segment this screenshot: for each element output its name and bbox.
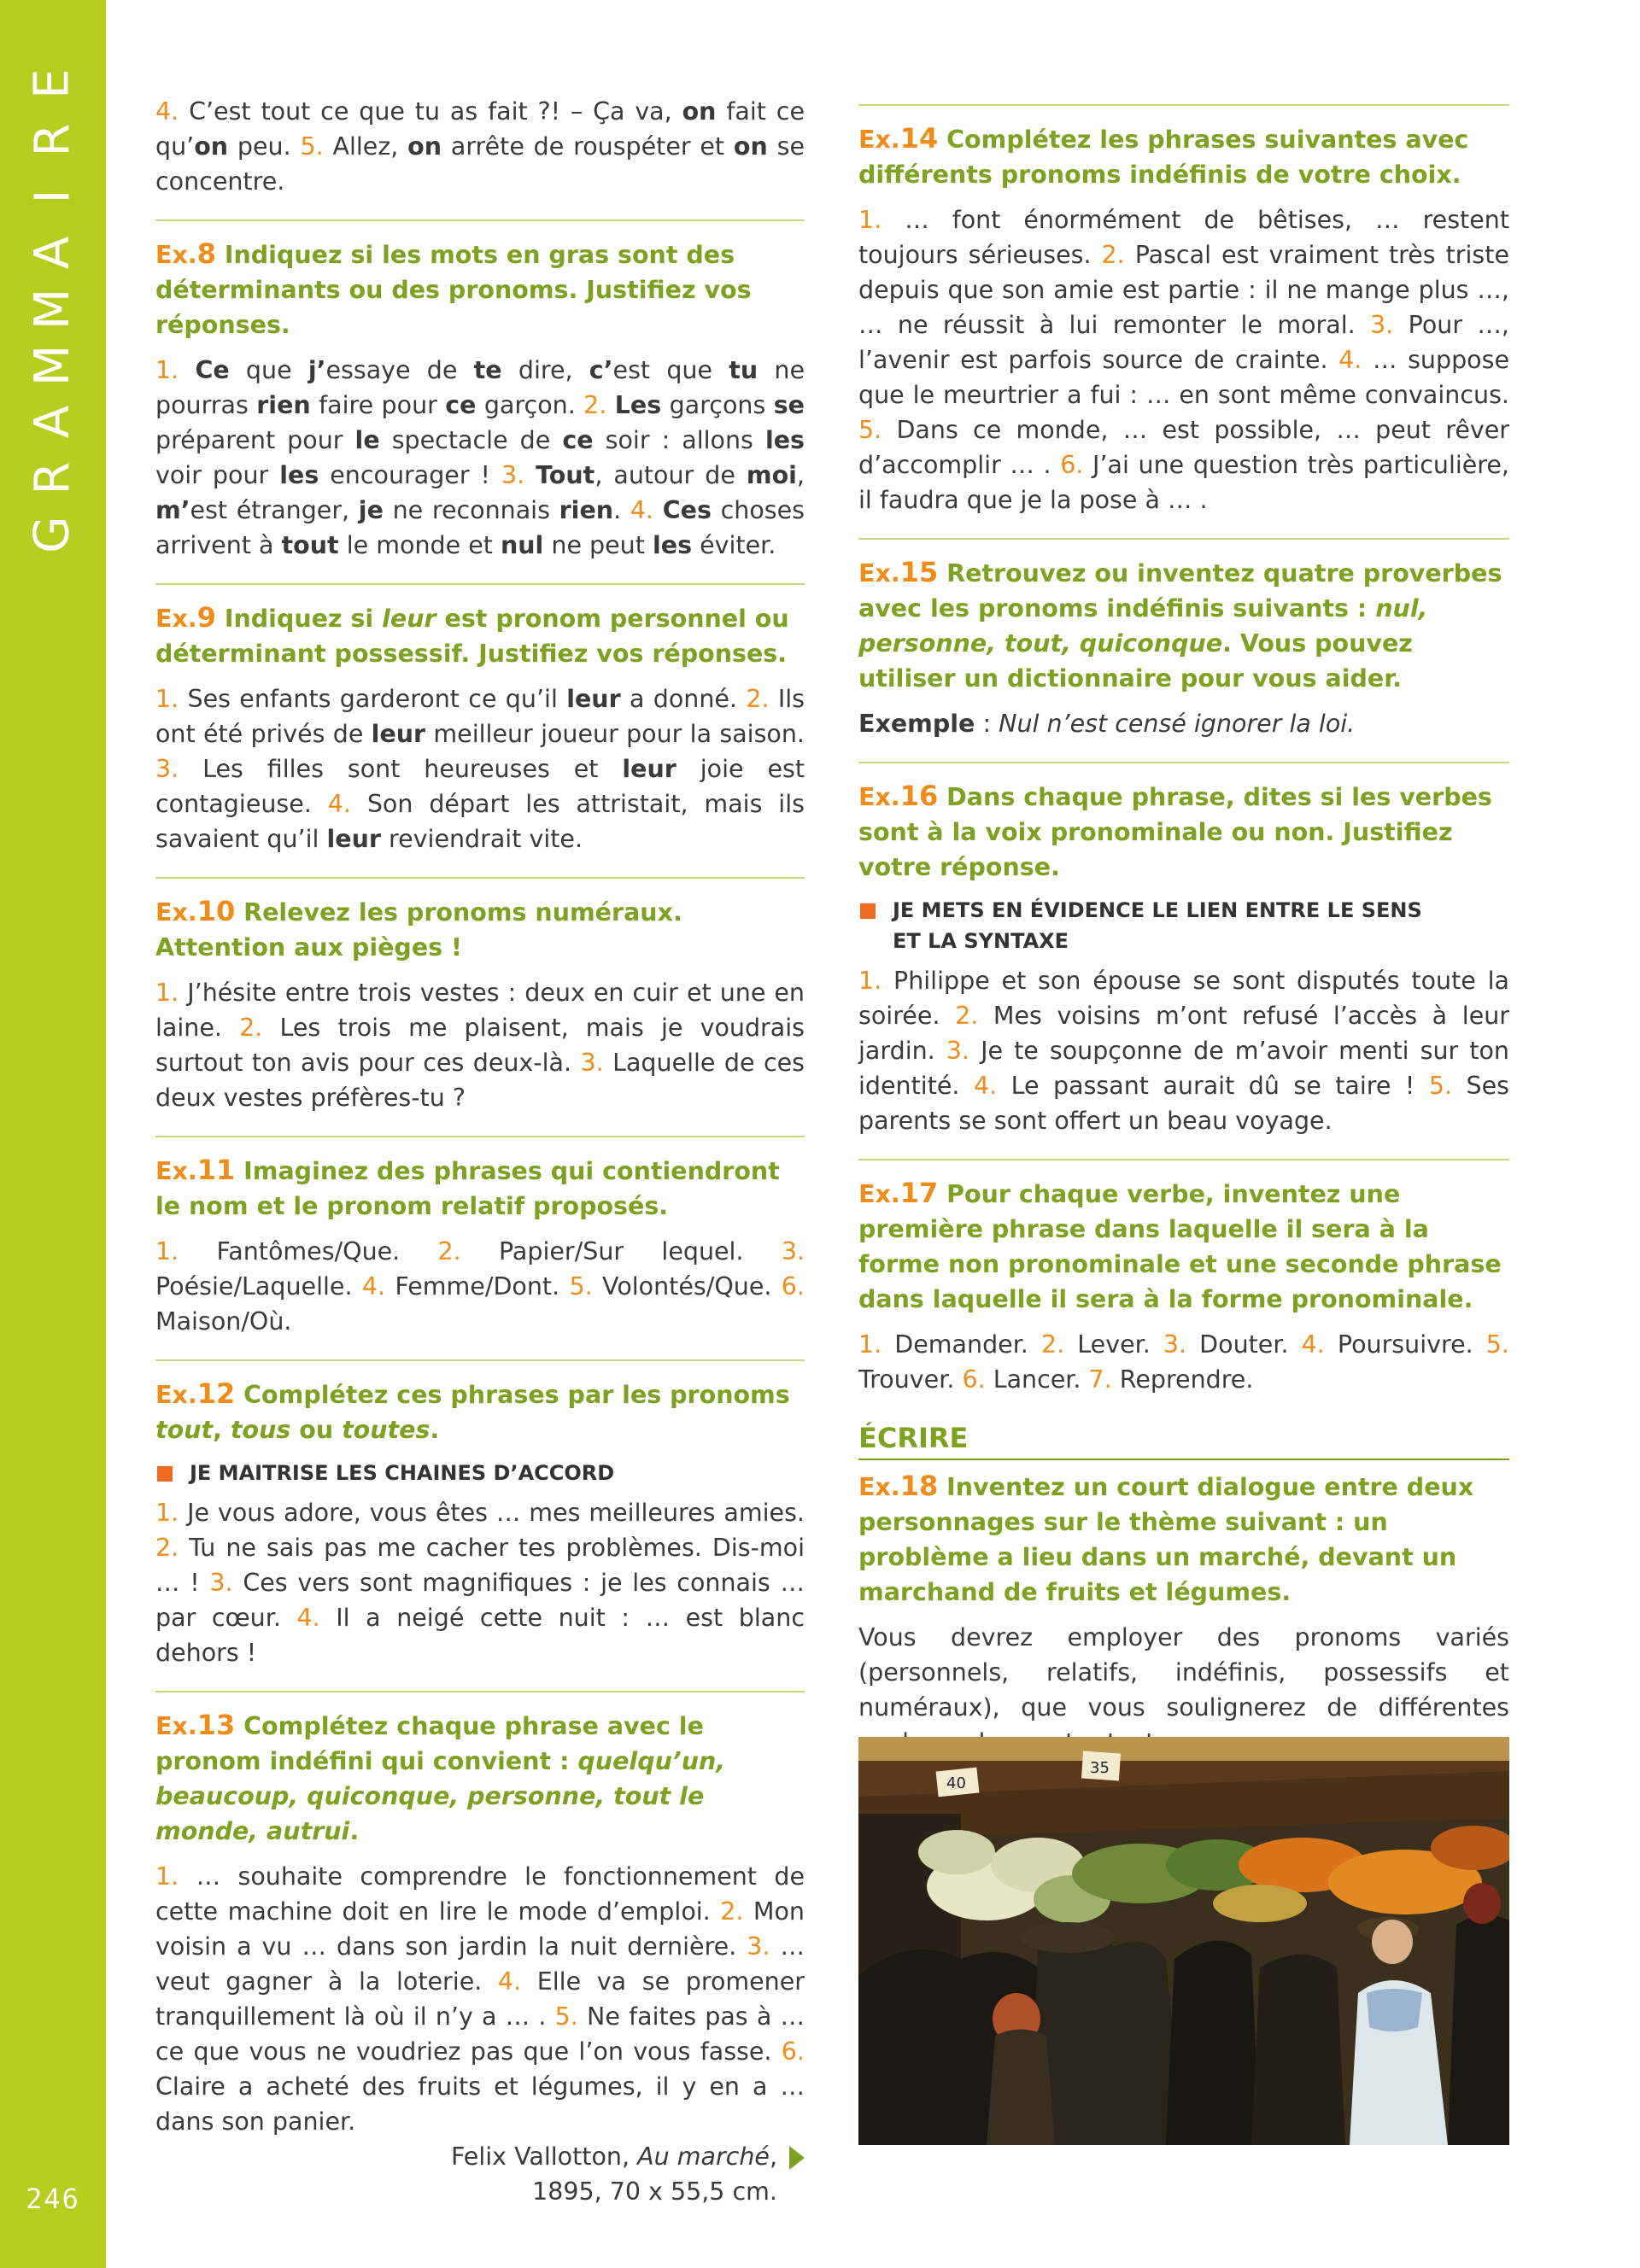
painting-illustration — [858, 1737, 1509, 2145]
exercise-body: 1. Ce que j’essaye de te dire, c’est que tu ne pourras rien faire pour ce garçon. 2. Les garçons se préparent pour le spectacle de ce soir : allons les voir pour les encourager ! 3. Tout, autour de moi, m’est étranger, je ne reconnais rien. 4. Ces choses arrivent à tout le monde et nul ne peut les éviter. — [155, 356, 805, 559]
exercise-title: Ex.15 Retrouvez ou inventez quatre proverbes avec les pronoms indéfinis suivants : nul, personne, tout, quiconque. Vous pouvez utiliser un dictionnaire pour vous aider. — [858, 556, 1502, 693]
exercise-body: 1. … souhaite comprendre le fonctionnement de cette machine doit en lire le mode d’emploi. 2. Mon voisin a vu … dans son jardin la nuit dernière. 3. … veut gagner à la loterie. 4. Elle va se promener tranquillement là où il n’y a … . 5. Ne faites pas à … ce que vous ne voudriez pas que l’on vous fasse. 6. Claire a acheté des fruits et légumes, il y en a … dans son panier. — [155, 1862, 805, 2136]
section-letter: I — [24, 189, 80, 204]
skill-subheading: JE MAITRISE LES CHAINES D’ACCORD — [155, 1458, 805, 1488]
intro-paragraph: 4. C’est tout ce que tu as fait ?! – Ça va, on fait ce qu’on peu. 5. Allez, on arrête de rouspéter et on se concentre. — [155, 97, 805, 196]
section-letter: A — [25, 236, 80, 270]
exercise-8 — [155, 219, 805, 563]
skill-subheading: JE METS EN ÉVIDENCE LE LIEN ENTRE LE SENS ET LA SYNTAXE — [858, 895, 1509, 956]
section-letter: R — [24, 461, 80, 495]
exercise-12 — [155, 1359, 805, 1670]
exercise-title: Ex.12 Complétez ces phrases par les pronoms tout, tous ou toutes. — [155, 1377, 790, 1444]
exercise-15 — [858, 538, 1509, 741]
exercise-body: 1. Philippe et son épouse se sont disputés toute la soirée. 2. Mes voisins m’ont refusé l’accès à leur jardin. 3. Je te soupçonne de m’avoir menti sur ton identité. 4. Le passant aurait dû se taire ! 5. Ses parents se sont offert un beau voyage. — [858, 967, 1510, 1135]
exercise-16 — [858, 762, 1509, 1138]
section-letter: A — [25, 405, 80, 439]
exercise-title: Ex.18 Inventez un court dialogue entre deux personnages sur le thème suivant : un problème a lieu dans un marché, devant un marchand de fruits et légumes. — [858, 1470, 1474, 1606]
exercise-body: 1. … font énormément de bêtises, … restent toujours sérieuses. 2. Pascal est vraiment très triste depuis que son amie est partie : il ne mange plus …, … ne réussit à lui remonter le moral. 3. Pour …, l’avenir est parfois source de crainte. 4. … suppose que le meurtrier a fui : … en sont même convaincus. 5. Dans ce monde, … est possible, … peut rêver d’accomplir … . 6. J’ai une question très particulière, il faudra que je la pose à … . — [858, 206, 1509, 514]
exercise-title: Ex.17 Pour chaque verbe, inventez une première phrase dans laquelle il sera à la forme non pronominale et une seconde phrase dans laquelle il sera à la forme pronominale. — [858, 1177, 1502, 1313]
section-letter: R — [24, 123, 80, 157]
exercise-title: Ex.11 Imaginez des phrases qui contiendront le nom et le pronom relatif proposés. — [155, 1154, 780, 1220]
painting-caption: Felix Vallotton, Au marché, 1895, 70 x 55,5 cm. — [155, 2139, 805, 2209]
exercise-body: 1. J’hésite entre trois vestes : deux en cuir et une en laine. 2. Les trois me plaisent, mais je voudrais surtout ton avis pour ces deux-là. 3. Laquelle de ces deux vestes préfères-tu ? — [155, 979, 805, 1112]
exercise-18 — [858, 1469, 1509, 1760]
section-letter: E — [24, 68, 80, 99]
ecrire-section-heading: ÉCRIRE — [858, 1419, 1509, 1460]
exercise-13 — [155, 1691, 805, 2139]
exercise-body: 1. Demander. 2. Lever. 3. Douter. 4. Poursuivre. 5. Trouver. 6. Lancer. 7. Reprendre. — [858, 1330, 1509, 1394]
exercise-11 — [155, 1136, 805, 1339]
example-line: Exemple : Nul n’est censé ignorer la loi. — [858, 710, 1356, 738]
left-column — [155, 94, 805, 2209]
exercise-14 — [858, 104, 1509, 517]
page-number: 246 — [26, 2183, 80, 2215]
exercise-9 — [155, 583, 805, 856]
exercise-title: Ex.10 Relevez les pronoms numéraux. Attention aux pièges ! — [155, 895, 682, 962]
section-letter: M — [24, 288, 80, 330]
sidebar-band — [0, 0, 106, 2268]
exercise-body: Vous devrez employer des pronoms variés (personnels, relatifs, indéfinis, possessifs et numéraux), que vous soulignerez de différentes — [858, 1623, 1509, 1721]
orange-square-icon — [157, 1466, 173, 1482]
section-letter: M — [24, 344, 80, 387]
price-tag-text: 40 — [946, 1774, 966, 1792]
exercise-17 — [858, 1159, 1509, 1397]
section-letter: G — [25, 516, 80, 553]
exercise-title: Ex.8 Indiquez si les mots en gras sont des déterminants ou des pronoms. Justifiez vos réponses. — [155, 237, 752, 339]
exercise-title: Ex.14 Complétez les phrases suivantes avec différents pronoms indéfinis de votre choix. — [858, 122, 1469, 189]
right-column — [858, 94, 1509, 1760]
exercise-body: 1. Je vous adore, vous êtes … mes meilleures amies. 2. Tu ne sais pas me cacher tes problèmes. Dis-moi … ! 3. Ces vers sont magnifiques : je les connais … par cœur. 4. Il a neigé cette nuit : … est blanc dehors ! — [155, 1499, 805, 1667]
price-tag-text: 35 — [1090, 1759, 1110, 1777]
exercise-title: Ex.9 Indiquez si leur est pronom personnel ou déterminant possessif. Justifiez vos réponses. — [155, 601, 789, 668]
section-title-vertical — [17, 56, 89, 563]
exercise-title: Ex.13 Complétez chaque phrase avec le pronom indéfini qui convient : quelqu’un, beaucoup, quiconque, personne, tout le monde, autrui. — [155, 1709, 726, 1845]
exercise-body: 1. Fantômes/Que. 2. Papier/Sur lequel. 3. Poésie/Laquelle. 4. Femme/Dont. 5. Volontés/Que. 6. Maison/Où. — [155, 1237, 805, 1336]
exercise-10 — [155, 877, 805, 1115]
exercise-title: Ex.16 Dans chaque phrase, dites si les verbes sont à la voix pronominale ou non. Justifiez votre réponse. — [858, 780, 1492, 881]
orange-square-icon — [860, 903, 876, 919]
market-painting-image — [858, 1737, 1509, 2145]
exercise-body: 1. Ses enfants garderont ce qu’il leur a donné. 2. Ils ont été privés de leur meilleur joueur pour la saison. 3. Les filles sont heureuses et leur joie est contagieuse. 4. Son départ les attristait, mais ils savaient qu’il leur reviendrait vite. — [155, 685, 805, 853]
arrow-right-icon — [789, 2146, 805, 2170]
